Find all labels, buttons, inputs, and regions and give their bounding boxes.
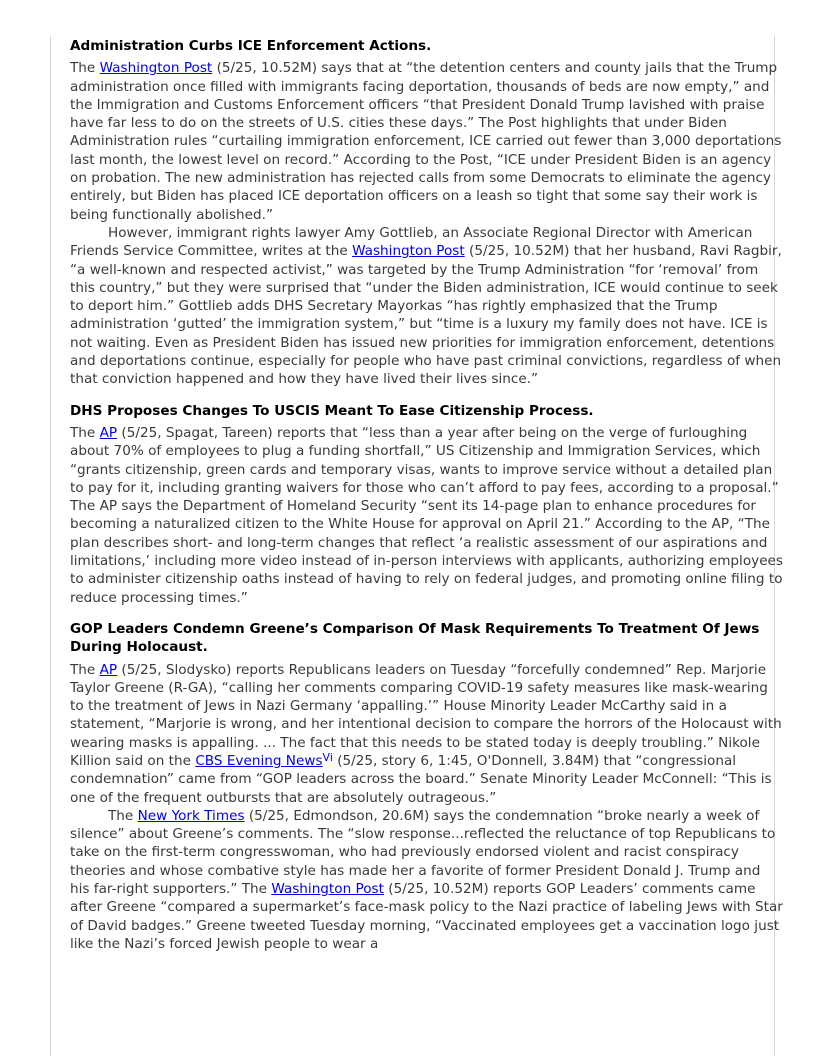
text: The — [70, 661, 100, 678]
text: (5/25, 10.52M) that her husband, Ravi Ragbir, “a well-known and respected activist,” was targeted by the Trump Administration “for ‘removal’ from this country,” but they were surprised that “under the Biden administration, ICE would continue to seek to deport him.” Gottlieb adds DHS Secretary Mayorkas “has rightly emphasized that the Trump administration ‘gutted’ the immigration system,” but “time is a luxury my family does not have. ICE is not waiting. Even as President Biden has issued new priorities for immigration enforcement, detentions and deportations continue, especially for people who have past criminal convictions, regardless of when that conviction happened and how they have lived their lives since.” — [70, 243, 782, 388]
text: The — [108, 807, 138, 824]
article-paragraph — [70, 424, 784, 607]
source-link-washington-post[interactable]: Washington Post — [99, 60, 213, 77]
article-paragraph — [70, 661, 784, 807]
source-link-washington-post[interactable]: Washington Post — [352, 243, 465, 260]
text: (5/25, Edmondson, 20.6M) says the condemnation “broke nearly a week of silence” about Greene’s comments. The “slow response...reflected the reluctance of top Republicans to take on the first-term congresswoman, who had previously endorsed violent and racist conspiracy theories and whose combative style has made her a favorite of former President Donald J. Trump and his far-right supporters.” The — [70, 807, 776, 898]
source-link-ap[interactable]: AP — [99, 424, 118, 441]
article-ice-enforcement — [70, 37, 784, 389]
article-paragraph — [70, 807, 784, 953]
text: The — [70, 424, 100, 441]
source-link-cbs-evening-news[interactable]: CBS Evening News — [195, 752, 323, 769]
source-link-new-york-times[interactable]: New York Times — [137, 807, 245, 824]
article-title: GOP Leaders Condemn Greene’s Comparison Of Mask Requirements To Treatment Of Jews During Holocaust. — [70, 620, 760, 656]
article-uscis-changes — [70, 402, 784, 607]
article-title: DHS Proposes Changes To USCIS Meant To Ease Citizenship Process. — [70, 402, 594, 419]
source-link-ap[interactable]: AP — [99, 661, 118, 678]
document-body — [70, 37, 784, 966]
text: The — [70, 60, 100, 77]
article-paragraph — [70, 59, 784, 224]
article-title: Administration Curbs ICE Enforcement Actions. — [70, 38, 432, 54]
source-link-washington-post[interactable]: Washington Post — [271, 881, 384, 898]
text: However, immigrant rights lawyer Amy Gottlieb, an Associate Regional Director with American Friends Service Committee, writes at the — [70, 224, 753, 260]
text: (5/25, Slodysko) reports Republicans leaders on Tuesday “forcefully condemned” Rep. Marjorie Taylor Greene (R-GA), “calling her comments comparing COVID-19 safety measures like mask-wearing to the treatment of Jews in Nazi Germany ‘appalling.’” House Minority Leader McCarthy said in a statement, “Marjorie is wrong, and her intentional decision to compare the horrors of the Holocaust with wearing masks is appalling. ... The fact that this needs to be stated today is deeply troubling.” Nikole Killion said on the — [70, 661, 782, 769]
text: (5/25, 10.52M) says that at “the detention centers and county jails that the Trump administration once filled with immigrants facing deportation, thousands of beds are now empty,” and the Immigration and Customs Enforcement officers “that President Donald Trump lavished with praise have far less to do on the streets of U.S. cities these days.” The Post highlights that under Biden Administration rules “curtailing immigration enforcement, ICE carried out fewer than 3,000 deportations last month, the lowest level on record.” According to the Post, “ICE under President Biden is an agency on probation. The new administration has rejected calls from some Democrats to eliminate the agency entirely, but Biden has placed ICE deportation officers on a leash so tight that some say their work is being functionally abolished.” — [70, 60, 782, 223]
article-gop-greene — [70, 620, 784, 953]
article-paragraph — [70, 224, 784, 389]
text: (5/25, story 6, 1:45, O'Donnell, 3.84M) that “congressional condemnation” came from “GOP leaders across the board.” Senate Minority Leader McConnell: “This is one of the frequent outbursts that are absolutely outrageous.” — [70, 752, 772, 806]
video-marker[interactable]: Vi — [322, 750, 333, 764]
text: (5/25, Spagat, Tareen) reports that “less than a year after being on the verge of furloughing about 70% of employees to plug a funding shortfall,” US Citizenship and Immigration Services, which “grants citizenship, green cards and temporary visas, wants to improve service without a detailed plan to pay for it, including granting waivers for those who can’t afford to pay fees, according to a proposal.” The AP says the Department of Homeland Security “sent its 14-page plan to enhance procedures for becoming a naturalized citizen to the White House for approval on April 21.” According to the AP, “The plan describes short- and long-term changes that reflect ‘a realistic assessment of our aspirations and limitations,’ including more video instead of in-person interviews with applicants, authorizing employees to administer citizenship oaths instead of having to rely on federal judges, and promoting online filing to reduce processing times.” — [70, 424, 784, 606]
text: (5/25, 10.52M) reports GOP Leaders’ comments came after Greene “compared a supermarket’s face-mask policy to the Nazi practice of labeling Jews with Star of David badges.” Greene tweeted Tuesday morning, “Vaccinated employees get a vaccination logo just like the Nazi’s forced Jewish people to wear a — [70, 881, 783, 952]
